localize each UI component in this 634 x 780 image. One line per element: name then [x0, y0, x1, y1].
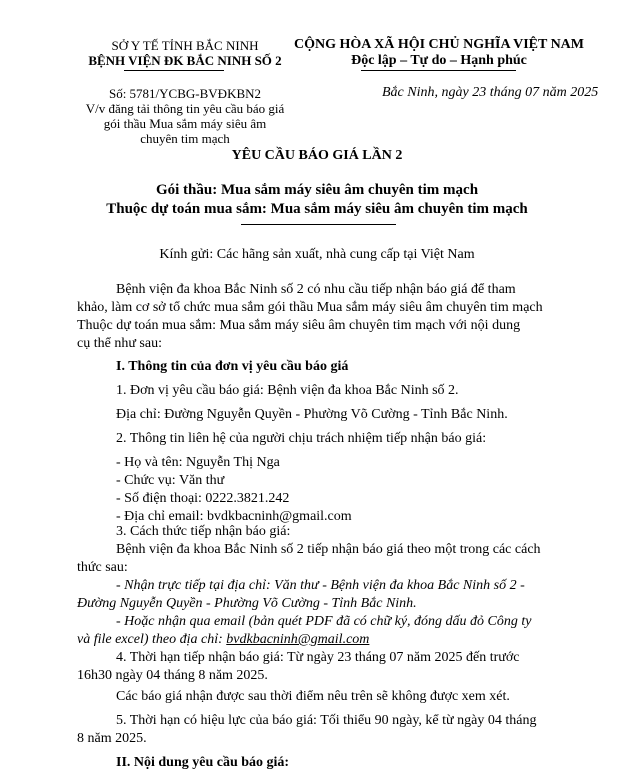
- method-2-line-2: [77, 632, 369, 648]
- subject-line-1: V/v đăng tải thông tin yêu cầu báo giá: [85, 101, 285, 116]
- document-title: YÊU CẦU BÁO GIÁ LẦN 2: [231, 148, 403, 163]
- item-2: 2. Thông tin liên hệ của người chịu trách nhiệm tiếp nhận báo giá:: [116, 431, 487, 446]
- item-4-line-1: 4. Thời hạn tiếp nhận báo giá: Từ ngày 23 tháng 07 năm 2025 đến trước: [116, 650, 520, 665]
- item-5-line-1: 5. Thời hạn có hiệu lực của báo giá: Tối thiểu 90 ngày, kể từ ngày 04 tháng: [116, 713, 537, 728]
- recipient-line: Kính gửi: Các hãng sản xuất, nhà cung cấp tại Việt Nam: [159, 247, 475, 262]
- item-5-line-2: 8 năm 2025.: [77, 731, 147, 746]
- address-line: Địa chỉ: Đường Nguyễn Quyền - Phường Võ Cường - Tỉnh Bắc Ninh.: [116, 407, 508, 422]
- nation-motto: Độc lập – Tự do – Hạnh phúc: [351, 53, 527, 68]
- intro-line-3: Thuộc dự toán mua sắm: Mua sắm máy siêu âm chuyên tim mạch với nội dung: [77, 318, 521, 333]
- document-number: Số: 5781/YCBG-BVĐKBN2: [108, 86, 262, 101]
- contact-email: - Địa chỉ email: bvdkbacninh@gmail.com: [116, 509, 352, 524]
- contact-role: - Chức vụ: Văn thư: [116, 473, 225, 488]
- item-3-desc-line-1: Bệnh viện đa khoa Bắc Ninh số 2 tiếp nhận báo giá theo một trong các cách: [116, 542, 541, 557]
- document-date: Bắc Ninh, ngày 23 tháng 07 năm 2025: [382, 85, 599, 100]
- method-1-line-1: - Nhận trực tiếp tại địa chỉ: Văn thư - Bệnh viện đa khoa Bắc Ninh số 2 -: [116, 578, 525, 593]
- intro-line-4: cụ thể như sau:: [77, 336, 162, 351]
- item-4-line-2: 16h30 ngày 04 tháng 8 năm 2025.: [77, 668, 268, 683]
- item-1: 1. Đơn vị yêu cầu báo giá: Bệnh viện đa khoa Bắc Ninh số 2.: [116, 383, 459, 398]
- method-2-line-1: - Hoặc nhận qua email (bản quét PDF đã có chữ ký, đóng dấu đỏ Công ty: [116, 614, 532, 629]
- section-2-heading: II. Nội dung yêu cầu báo giá:: [116, 755, 290, 770]
- late-note: Các báo giá nhận được sau thời điểm nêu trên sẽ không được xem xét.: [116, 689, 510, 704]
- hospital-name: BỆNH VIỆN ĐK BẮC NINH SỐ 2: [88, 53, 282, 68]
- method-2-prefix: và file excel) theo địa chỉ:: [77, 632, 227, 647]
- agency-name: SỞ Y TẾ TỈNH BẮC NINH: [111, 38, 259, 53]
- item-3-desc-line-2: thức sau:: [77, 560, 128, 575]
- contact-phone: - Số điện thoại: 0222.3821.242: [116, 491, 290, 506]
- intro-line-1: Bệnh viện đa khoa Bắc Ninh số 2 có nhu cầu tiếp nhận báo giá để tham: [116, 282, 516, 297]
- item-3: 3. Cách thức tiếp nhận báo giá:: [116, 524, 291, 539]
- section-1-heading: I. Thông tin của đơn vị yêu cầu báo giá: [116, 359, 349, 374]
- submission-email-link[interactable]: bvdkbacninh@gmail.com: [226, 632, 370, 647]
- nation-title: CỘNG HÒA XÃ HỘI CHỦ NGHĨA VIỆT NAM: [293, 37, 584, 52]
- package-title: Gói thầu: Mua sắm máy siêu âm chuyên tim mạch: [155, 182, 479, 198]
- title-underline: [241, 224, 396, 225]
- estimate-title: Thuộc dự toán mua sắm: Mua sắm máy siêu âm chuyên tim mạch: [106, 201, 528, 217]
- subject-line-3: chuyên tim mạch: [140, 131, 230, 146]
- intro-line-2: khảo, làm cơ sở tổ chức mua sắm gói thầu Mua sắm máy siêu âm chuyên tim mạch: [77, 300, 543, 315]
- hospital-underline: [124, 70, 224, 71]
- subject-line-2: gói thầu Mua sắm máy siêu âm: [103, 116, 267, 131]
- method-1-line-2: Đường Nguyễn Quyền - Phường Võ Cường - Tỉnh Bắc Ninh.: [77, 596, 417, 611]
- motto-underline: [361, 70, 516, 71]
- contact-name: - Họ và tên: Nguyễn Thị Nga: [116, 455, 280, 470]
